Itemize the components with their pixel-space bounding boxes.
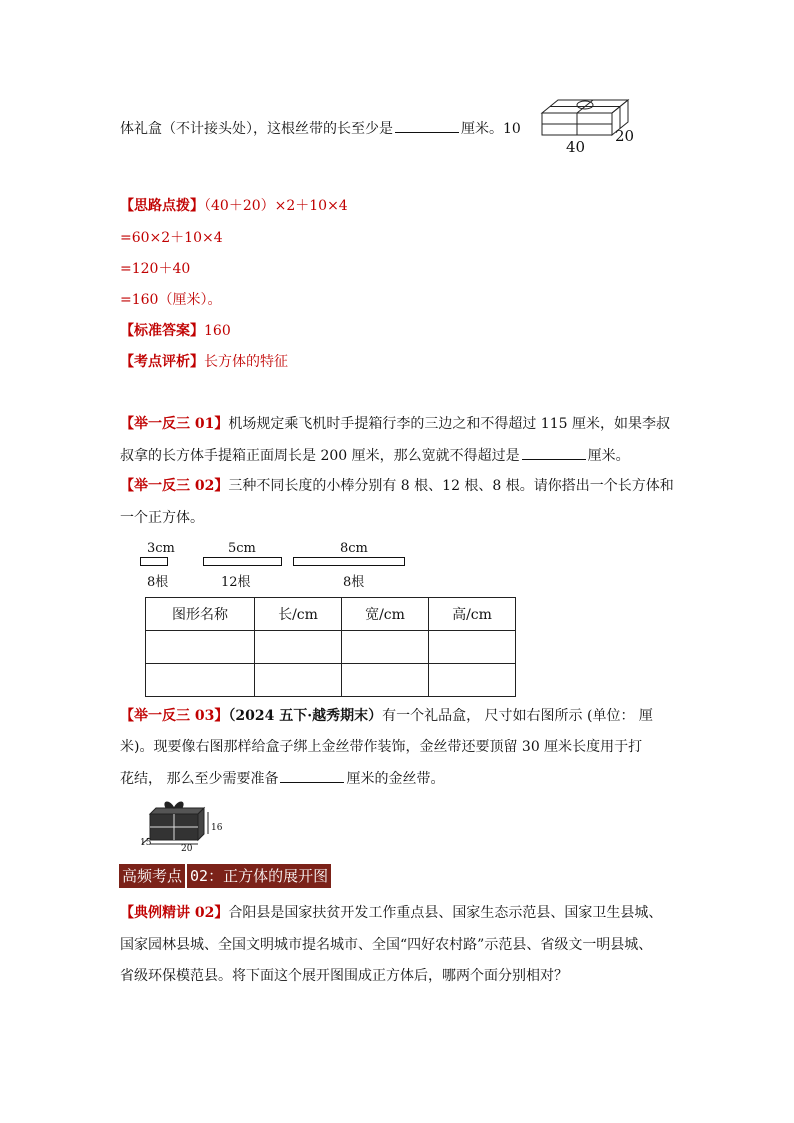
- ex03-text: 有一个礼品盒， 尺寸如右图所示 (单位： 厘: [382, 708, 653, 724]
- stick-3-count: 8根: [343, 575, 365, 590]
- section-title: [119, 864, 331, 888]
- ex03-line2: 米)。现要像右图那样给盒子绑上金丝带作装饰，金丝带还要顶留 30 厘米长度用于打: [120, 739, 643, 755]
- ex02-text: 三种不同长度的小棒分别有 8 根、12 根、8 根。请你搭出一个长方体和: [228, 478, 674, 494]
- table-header-cell: 宽/cm: [342, 598, 429, 631]
- ex02-label: 【举一反三 02】: [120, 478, 229, 494]
- stick-1-count: 8根: [147, 575, 169, 590]
- stick-3-length: 8cm: [340, 541, 368, 556]
- hint-expr: （40＋20）×2＋10×4: [204, 198, 348, 214]
- answer-value: 160: [204, 323, 231, 339]
- intro-line: [120, 118, 521, 139]
- table-cell[interactable]: [255, 664, 342, 697]
- table-cell[interactable]: [429, 664, 516, 697]
- box-length-label: 40: [566, 138, 586, 156]
- table-row: [146, 664, 516, 697]
- ex02-line1: [120, 476, 674, 496]
- review-line: [120, 352, 288, 372]
- table-row: [146, 631, 516, 664]
- example02-line2: 国家园林县城、全国文明城市提名城市、全国“四好农村路”示范县、省级文一明县城、: [120, 937, 653, 953]
- gift-height-label: 16: [211, 823, 223, 833]
- ex01-text2: 叔拿的长方体手提箱正面周长是 200 厘米，那么宽就不得超过是: [120, 448, 520, 464]
- stick-3-bar: [293, 557, 405, 566]
- ex01-line1: [120, 414, 670, 434]
- stick-2-count: 12根: [221, 575, 251, 590]
- answer-line: [120, 321, 231, 341]
- table-header-row: [146, 598, 516, 631]
- box-width-label: 20: [615, 127, 635, 145]
- review-label: 【考点评析】: [120, 354, 204, 370]
- gift-width-label: 15: [140, 838, 152, 848]
- table-cell[interactable]: [342, 664, 429, 697]
- gift-box-figure: [140, 800, 223, 852]
- table-cell[interactable]: [146, 631, 255, 664]
- answer-blank: [395, 118, 459, 133]
- example02-line1: [120, 903, 662, 923]
- intro-text-after: 厘米。: [461, 121, 503, 137]
- section-title-part2: 02：正方体的展开图: [187, 864, 331, 888]
- section-title-part1: 高频考点: [119, 864, 185, 888]
- ex01-line2: [120, 445, 630, 466]
- example02-text: 合阳县是国家扶贫开发工作重点县、国家生态示范县、国家卫生县城、: [228, 905, 663, 921]
- table-header-cell: 高/cm: [429, 598, 516, 631]
- ex03-text3: 花结， 那么至少需要准备: [120, 771, 279, 787]
- table-cell[interactable]: [146, 664, 255, 697]
- hint-label: 【思路点拨】: [120, 198, 204, 214]
- ex03-text4: 厘米的金丝带。: [346, 771, 445, 787]
- table-header-cell: 图形名称: [146, 598, 255, 631]
- answer-table: [145, 597, 516, 697]
- answer-label: 【标准答案】: [120, 323, 204, 339]
- example02-line3: 省级环保模范县。将下面这个展开图围成正方体后，哪两个面分别相对？: [120, 968, 568, 984]
- ex02-line2: 一个正方体。: [120, 510, 204, 526]
- gift-box-side: [198, 808, 204, 840]
- hint-line: [120, 196, 348, 216]
- ex03-label: 【举一反三 03】: [120, 708, 229, 724]
- ex03-line3: [120, 768, 444, 789]
- example02-label: 【典例精讲 02】: [120, 905, 229, 921]
- stick-1-bar: [140, 557, 168, 566]
- review-value: 长方体的特征: [204, 354, 288, 370]
- ex01-blank: [522, 445, 586, 460]
- gift-bow: [165, 802, 183, 808]
- solution-step-1: =60×2＋10×4: [120, 230, 223, 246]
- ex01-text: 机场规定乘飞机时手提箱行李的三边之和不得超过 115 厘米，如果李叔: [228, 416, 670, 432]
- ribbon-bow: [577, 101, 593, 109]
- intro-text: 体礼盒（不计接头处），这根丝带的长至少是: [120, 121, 393, 137]
- ribbon-box-figure: [538, 96, 638, 156]
- table-cell[interactable]: [429, 631, 516, 664]
- solution-step-3: =160（厘米）。: [120, 292, 222, 308]
- gift-box-top: [150, 808, 204, 814]
- stick-2-bar: [203, 557, 282, 566]
- ex03-blank: [280, 768, 344, 783]
- gift-length-label: 20: [181, 844, 193, 854]
- table-cell[interactable]: [255, 631, 342, 664]
- stick-1-length: 3cm: [147, 541, 175, 556]
- table-header-cell: 长/cm: [255, 598, 342, 631]
- table-cell[interactable]: [342, 631, 429, 664]
- ex01-text3: 厘米。: [587, 448, 630, 464]
- ex03-line1: [120, 706, 653, 726]
- box-height-label: 10: [503, 121, 521, 137]
- ex01-label: 【举一反三 01】: [120, 416, 229, 432]
- ex03-source: （2024 五下·越秀期末）: [228, 708, 383, 724]
- stick-2-length: 5cm: [228, 541, 256, 556]
- solution-step-2: =120＋40: [120, 261, 191, 277]
